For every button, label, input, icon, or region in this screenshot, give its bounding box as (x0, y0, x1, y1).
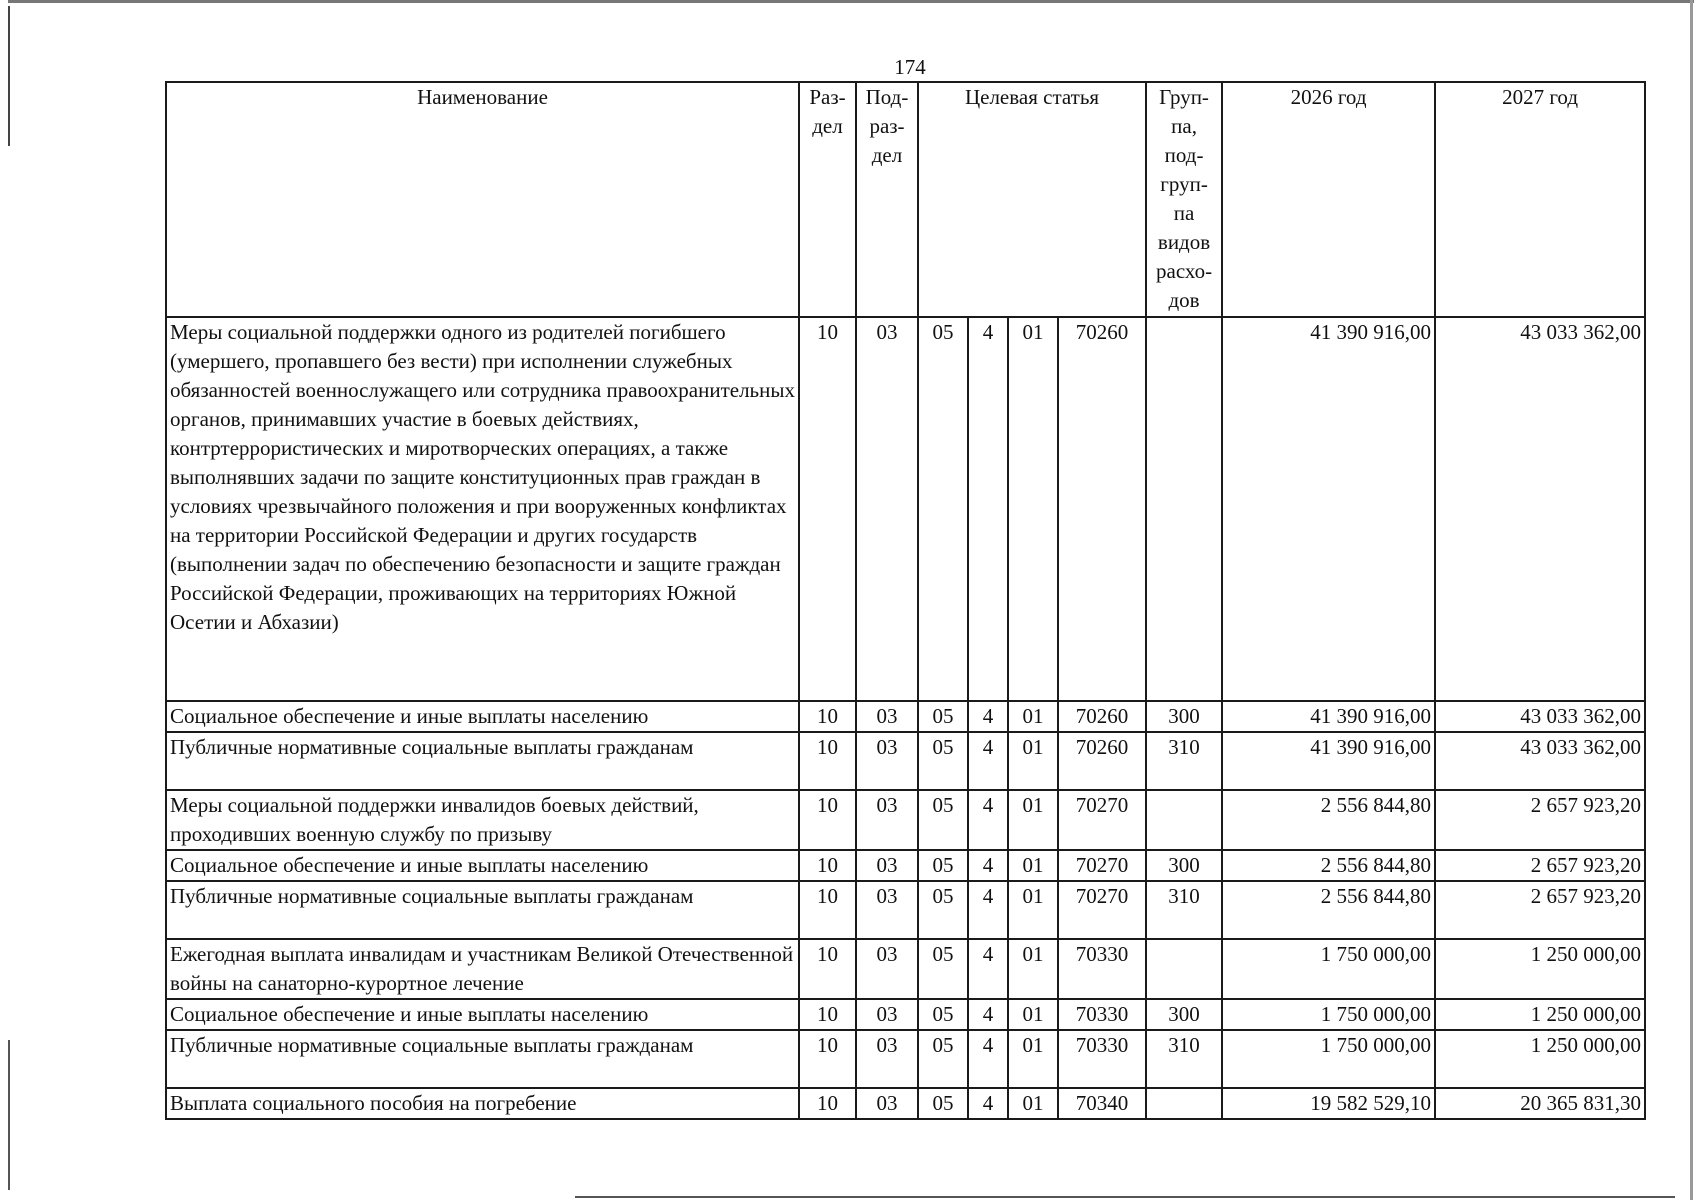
row-podrazdel: 03 (856, 701, 918, 732)
row-ts-part3: 01 (1008, 1030, 1058, 1088)
row-gruppa: 300 (1146, 850, 1222, 881)
row-amount-2026: 2 556 844,80 (1222, 790, 1435, 850)
row-ts-part3: 01 (1008, 881, 1058, 939)
row-podrazdel: 03 (856, 790, 918, 850)
table-row (166, 999, 1645, 1030)
row-razdel: 10 (799, 1030, 856, 1088)
row-ts-part3: 01 (1008, 939, 1058, 999)
row-amount-2027: 1 250 000,00 (1435, 1030, 1645, 1088)
table-row (166, 790, 1645, 850)
header-gruppa: Груп-па, под-груп-па видов расхо-дов (1146, 82, 1222, 317)
row-ts-part3: 01 (1008, 732, 1058, 790)
row-ts-part2: 4 (968, 999, 1008, 1030)
row-podrazdel: 03 (856, 850, 918, 881)
row-amount-2027: 2 657 923,20 (1435, 881, 1645, 939)
table-row (166, 939, 1645, 999)
row-ts-part1: 05 (918, 939, 968, 999)
header-podrazdel: Под-раз-дел (856, 82, 918, 317)
row-razdel: 10 (799, 790, 856, 850)
row-ts-part1: 05 (918, 790, 968, 850)
row-ts-part4: 70270 (1058, 850, 1146, 881)
row-gruppa: 310 (1146, 732, 1222, 790)
row-ts-part3: 01 (1008, 790, 1058, 850)
row-ts-part1: 05 (918, 850, 968, 881)
row-ts-part3: 01 (1008, 317, 1058, 701)
row-ts-part4: 70260 (1058, 732, 1146, 790)
row-name: Выплата социального пособия на погребение (166, 1088, 799, 1119)
row-ts-part2: 4 (968, 790, 1008, 850)
table-row (166, 1088, 1645, 1119)
row-razdel: 10 (799, 732, 856, 790)
table-header-row (166, 82, 1645, 317)
row-podrazdel: 03 (856, 881, 918, 939)
row-amount-2026: 19 582 529,10 (1222, 1088, 1435, 1119)
row-ts-part1: 05 (918, 1088, 968, 1119)
row-ts-part2: 4 (968, 317, 1008, 701)
row-gruppa: 300 (1146, 999, 1222, 1030)
table-row (166, 732, 1645, 790)
row-amount-2026: 41 390 916,00 (1222, 732, 1435, 790)
scan-border-right (1690, 0, 1693, 1200)
row-amount-2027: 1 250 000,00 (1435, 999, 1645, 1030)
scan-border-left (8, 6, 10, 146)
row-amount-2026: 1 750 000,00 (1222, 999, 1435, 1030)
row-podrazdel: 03 (856, 999, 918, 1030)
table-row (166, 701, 1645, 732)
row-amount-2027: 2 657 923,20 (1435, 790, 1645, 850)
row-ts-part2: 4 (968, 850, 1008, 881)
page-number: 174 (894, 55, 926, 79)
row-ts-part4: 70270 (1058, 790, 1146, 850)
row-name: Социальное обеспечение и иные выплаты населению (166, 850, 799, 881)
row-ts-part1: 05 (918, 701, 968, 732)
row-ts-part2: 4 (968, 881, 1008, 939)
row-gruppa (1146, 1088, 1222, 1119)
row-amount-2026: 41 390 916,00 (1222, 317, 1435, 701)
row-amount-2027: 43 033 362,00 (1435, 732, 1645, 790)
row-razdel: 10 (799, 881, 856, 939)
row-name: Ежегодная выплата инвалидам и участникам Великой Отечественной войны на санаторно-курортное лечение (166, 939, 799, 999)
row-razdel: 10 (799, 850, 856, 881)
header-2027: 2027 год (1435, 82, 1645, 317)
row-razdel: 10 (799, 701, 856, 732)
row-ts-part2: 4 (968, 732, 1008, 790)
row-ts-part4: 70330 (1058, 939, 1146, 999)
row-amount-2027: 1 250 000,00 (1435, 939, 1645, 999)
row-gruppa: 310 (1146, 881, 1222, 939)
row-gruppa (1146, 790, 1222, 850)
row-amount-2027: 2 657 923,20 (1435, 850, 1645, 881)
row-amount-2026: 2 556 844,80 (1222, 850, 1435, 881)
header-razdel: Раз-дел (799, 82, 856, 317)
row-ts-part2: 4 (968, 1088, 1008, 1119)
row-amount-2027: 20 365 831,30 (1435, 1088, 1645, 1119)
row-amount-2027: 43 033 362,00 (1435, 317, 1645, 701)
row-name: Публичные нормативные социальные выплаты гражданам (166, 732, 799, 790)
row-podrazdel: 03 (856, 1030, 918, 1088)
table-row (166, 850, 1645, 881)
table-row (166, 881, 1645, 939)
row-ts-part2: 4 (968, 701, 1008, 732)
row-podrazdel: 03 (856, 317, 918, 701)
row-gruppa (1146, 939, 1222, 999)
row-name: Меры социальной поддержки одного из родителей погибшего (умершего, пропавшего без вести) при исполнении служебных обязанностей военнослужащего или сотрудника правоохранительных органов, принимавших участие в боевых действиях, контртеррористических и миротворческих операциях, а также выполнявших задачи по защите конституционных прав граждан в условиях чрезвычайного положения и при вооруженных конфликтах на территории Российской Федерации и других государств (выполнении задач по обеспечению безопасности и защите граждан Российской Федерации, проживающих на территориях Южной Осетии и Абхазии) (166, 317, 799, 701)
row-ts-part1: 05 (918, 317, 968, 701)
row-name: Публичные нормативные социальные выплаты гражданам (166, 881, 799, 939)
row-ts-part3: 01 (1008, 999, 1058, 1030)
row-ts-part4: 70260 (1058, 701, 1146, 732)
row-podrazdel: 03 (856, 1088, 918, 1119)
row-name: Социальное обеспечение и иные выплаты населению (166, 999, 799, 1030)
row-amount-2026: 1 750 000,00 (1222, 939, 1435, 999)
row-amount-2027: 43 033 362,00 (1435, 701, 1645, 732)
row-ts-part4: 70270 (1058, 881, 1146, 939)
row-razdel: 10 (799, 999, 856, 1030)
row-ts-part1: 05 (918, 1030, 968, 1088)
row-podrazdel: 03 (856, 939, 918, 999)
row-ts-part3: 01 (1008, 701, 1058, 732)
row-name: Меры социальной поддержки инвалидов боевых действий, проходивших военную службу по призыву (166, 790, 799, 850)
row-ts-part2: 4 (968, 1030, 1008, 1088)
row-amount-2026: 1 750 000,00 (1222, 1030, 1435, 1088)
row-ts-part1: 05 (918, 881, 968, 939)
header-name: Наименование (166, 82, 799, 317)
header-2026: 2026 год (1222, 82, 1435, 317)
scan-border-bottom (575, 1196, 1675, 1198)
scan-border-top (8, 0, 1694, 3)
row-razdel: 10 (799, 317, 856, 701)
row-ts-part1: 05 (918, 999, 968, 1030)
row-ts-part4: 70260 (1058, 317, 1146, 701)
row-gruppa: 300 (1146, 701, 1222, 732)
row-ts-part4: 70330 (1058, 1030, 1146, 1088)
row-podrazdel: 03 (856, 732, 918, 790)
row-amount-2026: 41 390 916,00 (1222, 701, 1435, 732)
row-name: Социальное обеспечение и иные выплаты населению (166, 701, 799, 732)
budget-table (165, 81, 1646, 1120)
row-amount-2026: 2 556 844,80 (1222, 881, 1435, 939)
row-name: Публичные нормативные социальные выплаты гражданам (166, 1030, 799, 1088)
row-ts-part3: 01 (1008, 850, 1058, 881)
row-razdel: 10 (799, 939, 856, 999)
row-ts-part4: 70330 (1058, 999, 1146, 1030)
scan-border-left (8, 1040, 10, 1190)
table-row (166, 317, 1645, 701)
header-tselevaya-statya: Целевая статья (918, 82, 1146, 317)
table-row (166, 1030, 1645, 1088)
row-ts-part3: 01 (1008, 1088, 1058, 1119)
row-ts-part1: 05 (918, 732, 968, 790)
row-gruppa (1146, 317, 1222, 701)
row-ts-part2: 4 (968, 939, 1008, 999)
row-ts-part4: 70340 (1058, 1088, 1146, 1119)
row-gruppa: 310 (1146, 1030, 1222, 1088)
row-razdel: 10 (799, 1088, 856, 1119)
